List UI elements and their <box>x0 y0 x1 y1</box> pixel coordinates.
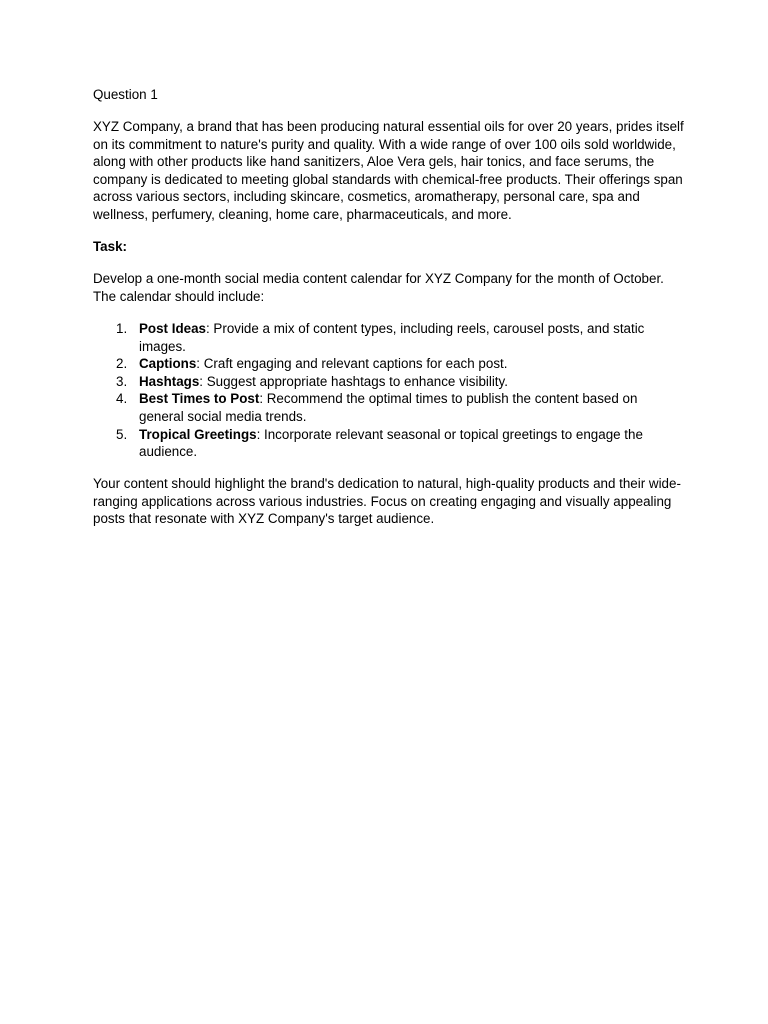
list-term: Hashtags <box>139 373 200 389</box>
task-list-item <box>93 355 685 373</box>
list-number: 3. <box>116 373 128 389</box>
list-text: : Incorporate relevant seasonal or topical greetings to engage the audience. <box>139 426 643 460</box>
task-list-item <box>93 426 685 461</box>
list-term: Best Times to Post <box>139 391 260 407</box>
list-text: : Suggest appropriate hashtags to enhance visibility. <box>199 373 508 389</box>
question-title: Question 1 <box>93 87 158 102</box>
task-list-item <box>93 390 685 425</box>
list-text: : Provide a mix of content types, including reels, carousel posts, and static images. <box>139 320 645 354</box>
document-page <box>93 86 685 542</box>
list-number: 1. <box>116 320 128 336</box>
list-number: 4. <box>116 391 128 407</box>
list-term: Post Ideas <box>139 320 206 336</box>
list-term: Tropical Greetings <box>139 426 257 442</box>
list-term: Captions <box>139 356 197 372</box>
list-text: : Craft engaging and relevant captions for each post. <box>196 356 508 372</box>
list-text: : Recommend the optimal times to publish the content based on general social media trends. <box>139 391 638 424</box>
task-heading: Task: <box>93 239 127 255</box>
task-list <box>93 320 685 461</box>
intro-paragraph: XYZ Company, a brand that has been producing natural essential oils for over 20 years, prides itself on its commitment to nature's purity and quality. With a wide range of over 100 oils sold worldwide, along with other products like hand sanitizers, Aloe Vera gels, hair tonics, and face serums, the company is dedicated to meeting global standards with chemical-free products. Their offerings span across various sectors, including skincare, cosmetics, aromatherapy, personal care, spa and wellness, perfumery, cleaning, home care, pharmaceuticals, and more. <box>93 119 684 223</box>
list-number: 2. <box>116 356 128 372</box>
closing-paragraph: Your content should highlight the brand's dedication to natural, high-quality products and their wide-ranging applications across various industries. Focus on creating engaging and visually appealing posts that resonate with XYZ Company's target audience. <box>93 476 681 527</box>
task-list-item <box>93 320 685 355</box>
task-list-item <box>93 373 685 391</box>
list-number: 5. <box>116 426 128 442</box>
task-description: Develop a one-month social media content calendar for XYZ Company for the month of October. The calendar should include: <box>93 271 664 304</box>
